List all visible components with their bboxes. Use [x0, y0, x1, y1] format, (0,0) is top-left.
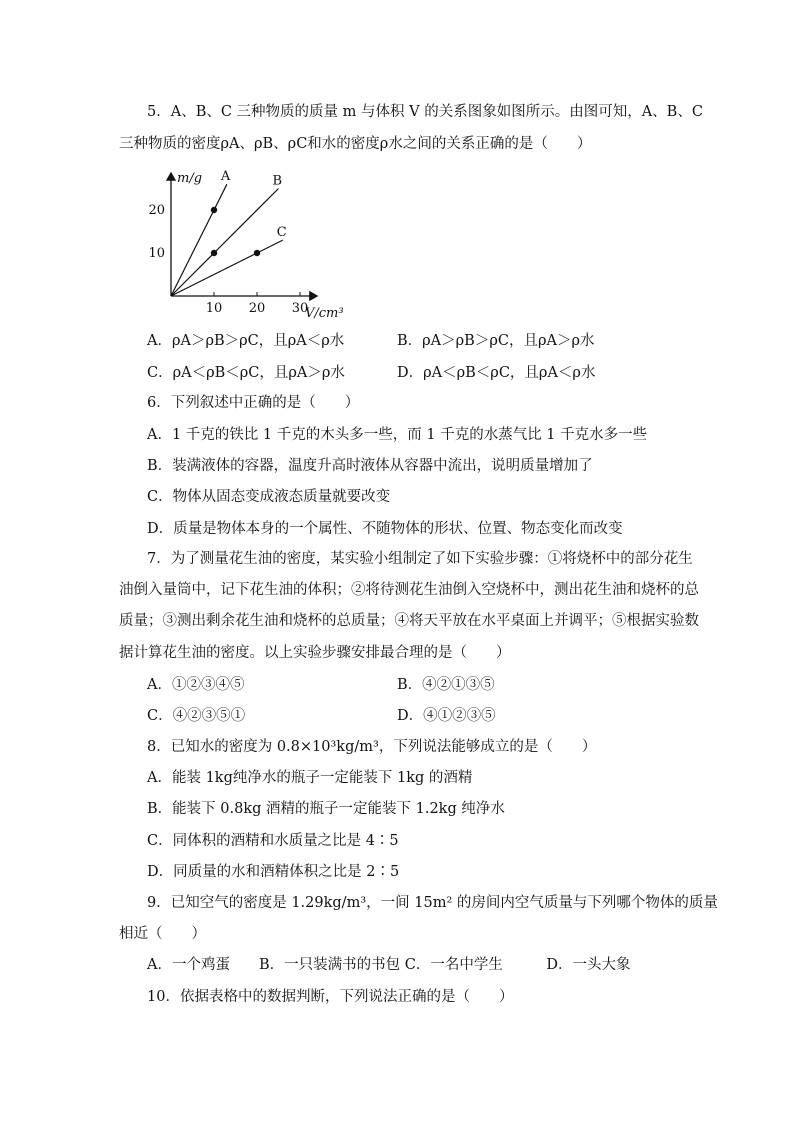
q6-option-b[interactable]: B．装满液体的容器，温度升高时液体从容器中流出，说明质量增加了 [147, 458, 593, 474]
q5-stem-line1: 5．A、B、C 三种物质的质量 m 与体积 V 的关系图象如图所示。由图可知，A、B、C [147, 104, 703, 120]
q5-option-c[interactable]: C．ρA＜ρB＜ρC，且ρA＞ρ水 [147, 365, 345, 381]
q6-stem: 6．下列叙述中正确的是（ ） [147, 395, 360, 411]
q5-option-d[interactable]: D．ρA＜ρB＜ρC，且ρA＜ρ水 [397, 365, 596, 381]
data-point-c [254, 250, 260, 256]
series-label-c: C [276, 225, 287, 241]
q9-stem-line2: 相近（ ） [119, 926, 206, 942]
q6-option-a[interactable]: A．1 千克的铁比 1 千克的木头多一些，而 1 千克的水蒸气比 1 千克水多一些 [147, 427, 648, 443]
series-line-b [171, 189, 279, 297]
data-point-b [211, 250, 217, 256]
q10-stem: 10．依据表格中的数据判断，下列说法正确的是（ ） [147, 989, 514, 1005]
q6-option-d[interactable]: D．质量是物体本身的一个属性、不随物体的形状、位置、物态变化而改变 [147, 521, 623, 537]
q7-option-d[interactable]: D．④①②③⑤ [397, 708, 496, 724]
y-tick-label: 10 [148, 246, 165, 261]
q7-option-c[interactable]: C．④②③⑤① [147, 708, 246, 724]
x-axis-label: V/cm³ [305, 306, 344, 321]
data-point-a [211, 207, 217, 213]
q7-stem-line3: 质量；③测出剩余花生油和烧杯的总质量；④将天平放在水平桌面上并调平；⑤根据实验数 [119, 613, 699, 629]
q8-option-d[interactable]: D．同质量的水和酒精体积之比是 2∶5 [147, 864, 400, 880]
q7-stem-line4: 据计算花生油的密度。以上实验步骤安排最合理的是（ ） [119, 645, 511, 661]
x-tick-label: 10 [205, 301, 223, 316]
q6-option-c[interactable]: C．物体从固态变成液态质量就要改变 [147, 489, 391, 505]
q5-option-b[interactable]: B．ρA＞ρB＞ρC，且ρA＞ρ水 [397, 333, 595, 349]
series-line-a [171, 184, 227, 296]
q8-option-a[interactable]: A．能装 1kg纯净水的瓶子一定能装下 1kg 的酒精 [147, 770, 473, 786]
q8-option-c[interactable]: C．同体积的酒精和水质量之比是 4∶5 [147, 833, 399, 849]
y-axis-label: m/g [177, 171, 203, 186]
mass-volume-chart [145, 165, 365, 325]
q7-option-a[interactable]: A．①②③④⑤ [147, 677, 245, 693]
series-label-a: A [220, 169, 231, 185]
q8-stem: 8．已知水的密度为 0.8×10³kg/m³，下列说法能够成立的是（ ） [147, 739, 597, 755]
q8-option-b[interactable]: B．能装下 0.8kg 酒精的瓶子一定能装下 1.2kg 纯净水 [147, 801, 505, 817]
q5-stem-line2: 三种物质的密度ρA、ρB、ρC和水的密度ρ水之间的关系正确的是（ ） [119, 136, 592, 152]
q5-option-a[interactable]: A．ρA＞ρB＞ρC，且ρA＜ρ水 [147, 333, 345, 349]
x-tick-label: 20 [248, 301, 266, 316]
q7-option-b[interactable]: B．④②①③⑤ [397, 677, 495, 693]
series-label-b: B [272, 173, 283, 189]
x-tick-label: 30 [291, 301, 309, 316]
y-tick-label: 20 [148, 203, 165, 218]
q7-stem-line1: 7．为了测量花生油的密度，某实验小组制定了如下实验步骤：①将烧杯中的部分花生 [147, 551, 693, 567]
q9-options[interactable]: A．一个鸡蛋 B．一只装满书的书包 C．一名中学生 D．一头大象 [147, 957, 631, 973]
q9-stem-line1: 9．已知空气的密度是 1.29kg/m³，一间 15m² 的房间内空气质量与下列哪个物体的质量 [147, 895, 718, 911]
series-line-c [171, 240, 283, 296]
q7-stem-line2: 油倒入量筒中，记下花生油的体积；②将待测花生油倒入空烧杯中，测出花生油和烧杯的总 [119, 582, 699, 598]
